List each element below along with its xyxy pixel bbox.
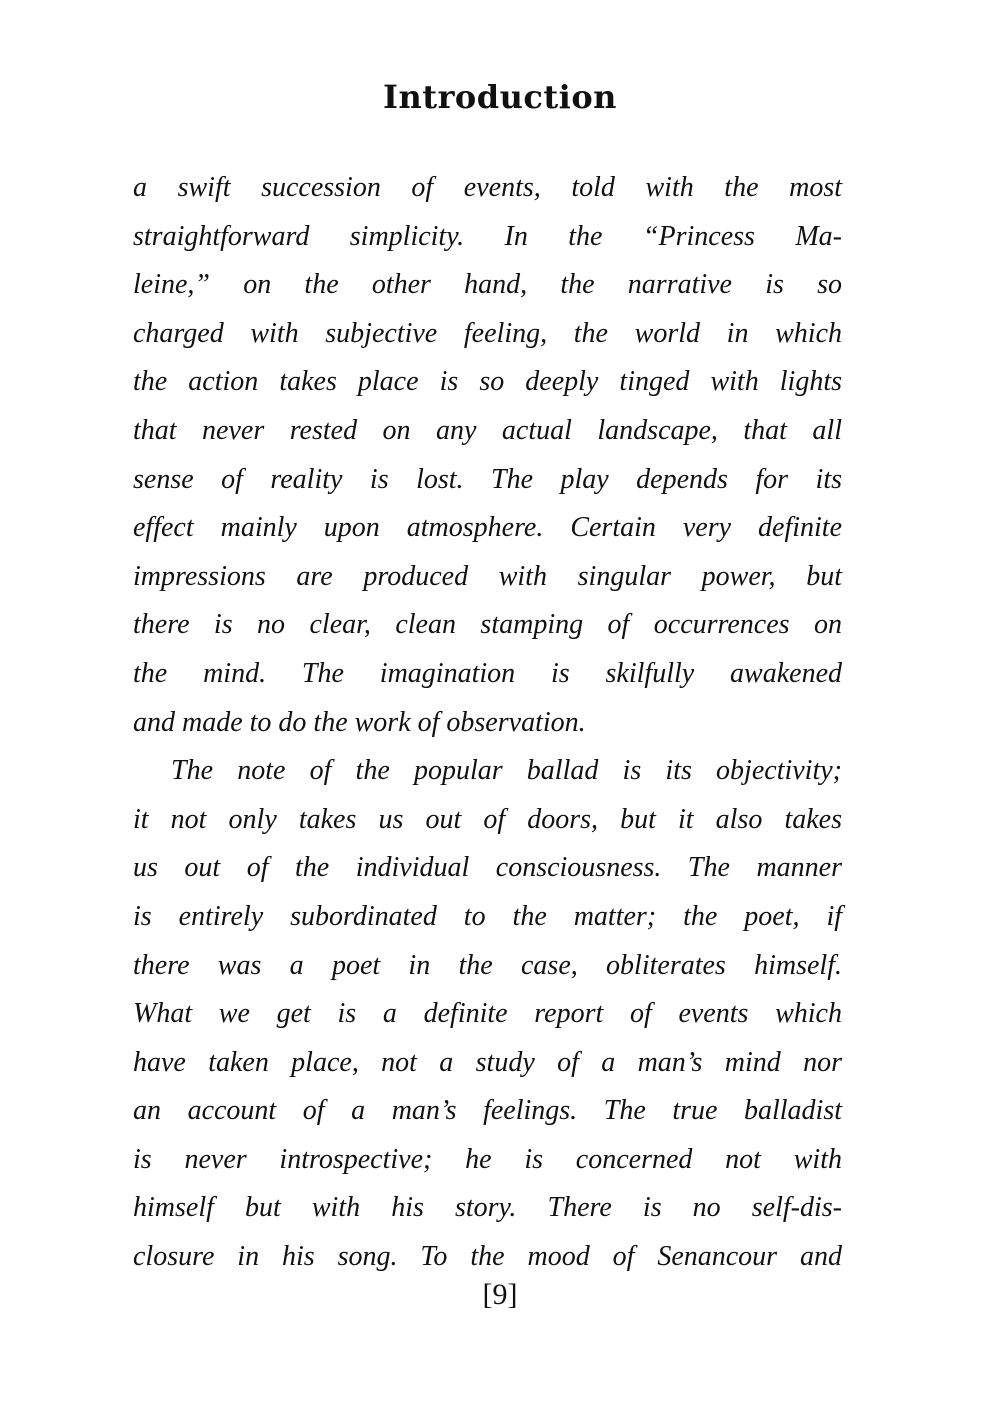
- text-line: the action takes place is so deeply tinged with lights: [133, 366, 842, 398]
- text-line: straightforward simplicity. In the “Princess Ma-: [133, 220, 842, 252]
- text-line: leine,” on the other hand, the narrative is so: [133, 269, 842, 301]
- running-header-title: Introduction: [383, 78, 617, 116]
- text-line: an account of a man’s feelings. The true balladist: [133, 1095, 842, 1127]
- text-line: is entirely subordinated to the matter; the poet, if: [133, 900, 842, 932]
- paragraph-start-line: The note of the popular ballad is its objectivity;: [171, 755, 842, 787]
- text-line: the mind. The imagination is skilfully awakened: [133, 657, 842, 689]
- text-line: have taken place, not a study of a man’s mind nor: [133, 1046, 842, 1078]
- text-line: himself but with his story. There is no self-dis-: [133, 1192, 842, 1224]
- text-line: there was a poet in the case, obliterates himself.: [133, 949, 842, 981]
- text-line: sense of reality is lost. The play depends for its: [133, 463, 842, 495]
- page-number: [9]: [482, 1278, 518, 1311]
- text-line: there is no clear, clean stamping of occurrences on: [133, 609, 842, 641]
- text-line: us out of the individual consciousness. The manner: [133, 852, 842, 884]
- text-line: closure in his song. To the mood of Senancour and: [133, 1241, 842, 1273]
- text-line: that never rested on any actual landscape, that all: [133, 414, 842, 446]
- text-line: impressions are produced with singular power, but: [133, 560, 842, 592]
- body-text: [133, 164, 842, 1282]
- text-line: a swift succession of events, told with the most: [133, 172, 842, 203]
- text-line: What we get is a definite report of events which: [133, 998, 842, 1030]
- text-line: is never introspective; he is concerned not with: [133, 1143, 842, 1175]
- text-line: it not only takes us out of doors, but it also takes: [133, 803, 842, 835]
- text-line: effect mainly upon atmosphere. Certain very definite: [133, 512, 842, 544]
- paragraph-end-line: and made to do the work of observation.: [133, 706, 586, 738]
- text-line: charged with subjective feeling, the world in which: [133, 317, 842, 349]
